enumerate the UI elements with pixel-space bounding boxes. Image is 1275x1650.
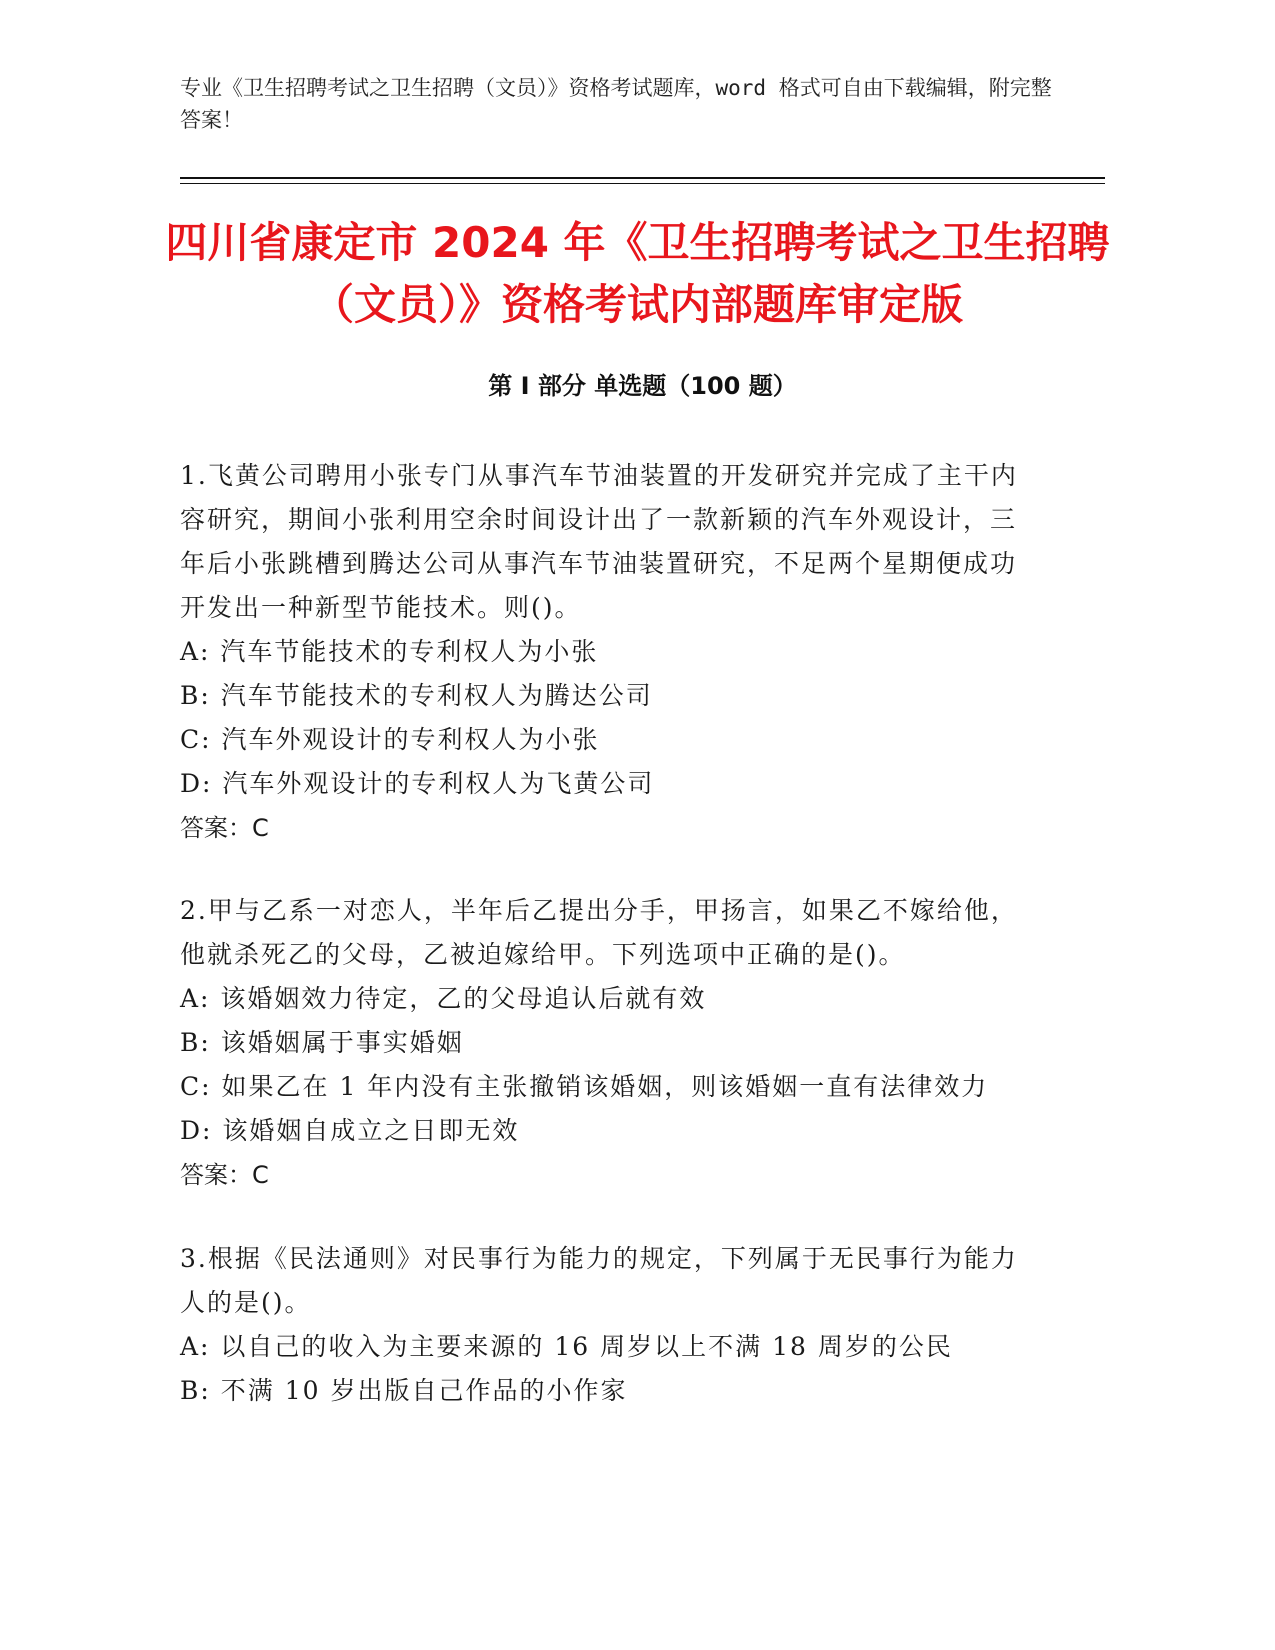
option-b: B: 该婚姻属于事实婚姻 <box>180 1028 464 1057</box>
header-note: 专业《卫生招聘考试之卫生招聘（文员）》资格考试题库，word 格式可自由下载编辑，附完整答案！ <box>180 76 1052 132</box>
option-b: B: 汽车节能技术的专利权人为腾达公司 <box>180 681 653 710</box>
option-a: A: 汽车节能技术的专利权人为小张 <box>180 637 599 666</box>
option-d: D: 汽车外观设计的专利权人为飞黄公司 <box>180 769 655 798</box>
question-3 <box>180 1237 1020 1413</box>
header-divider-thin <box>180 183 1105 184</box>
question-stem: 3.根据《民法通则》对民事行为能力的规定，下列属于无民事行为能力人的是()。 <box>180 1244 1018 1317</box>
section-title: 第 I 部分 单选题（100 题） <box>488 372 797 400</box>
question-stem: 2.甲与乙系一对恋人，半年后乙提出分手，甲扬言，如果乙不嫁给他，他就杀死乙的父母，乙被迫嫁给甲。下列选项中正确的是()。 <box>180 896 1018 969</box>
option-a: A: 该婚姻效力待定，乙的父母追认后就有效 <box>180 984 707 1013</box>
option-b: B: 不满 10 岁出版自己作品的小作家 <box>180 1376 628 1405</box>
option-c: C: 汽车外观设计的专利权人为小张 <box>180 725 600 754</box>
answer-line: 答案：C <box>180 1161 269 1189</box>
document-title: 四川省康定市 2024 年《卫生招聘考试之卫生招聘（文员）》资格考试内部题库审定版 <box>165 218 1110 329</box>
answer-line: 答案：C <box>180 814 269 842</box>
question-1 <box>180 454 1020 850</box>
option-d: D: 该婚姻自成立之日即无效 <box>180 1116 520 1145</box>
question-stem: 1.飞黄公司聘用小张专门从事汽车节油装置的开发研究并完成了主干内容研究，期间小张利用空余时间设计出了一款新颖的汽车外观设计，三年后小张跳槽到腾达公司从事汽车节油装置研究，不足两个星期便成功开发出一种新型节能技术。则()。 <box>180 461 1018 622</box>
option-c: C: 如果乙在 1 年内没有主张撤销该婚姻，则该婚姻一直有法律效力 <box>180 1072 989 1101</box>
question-2 <box>180 889 1020 1197</box>
header-divider-thick <box>180 177 1105 179</box>
option-a: A: 以自己的收入为主要来源的 16 周岁以上不满 18 周岁的公民 <box>180 1332 953 1361</box>
